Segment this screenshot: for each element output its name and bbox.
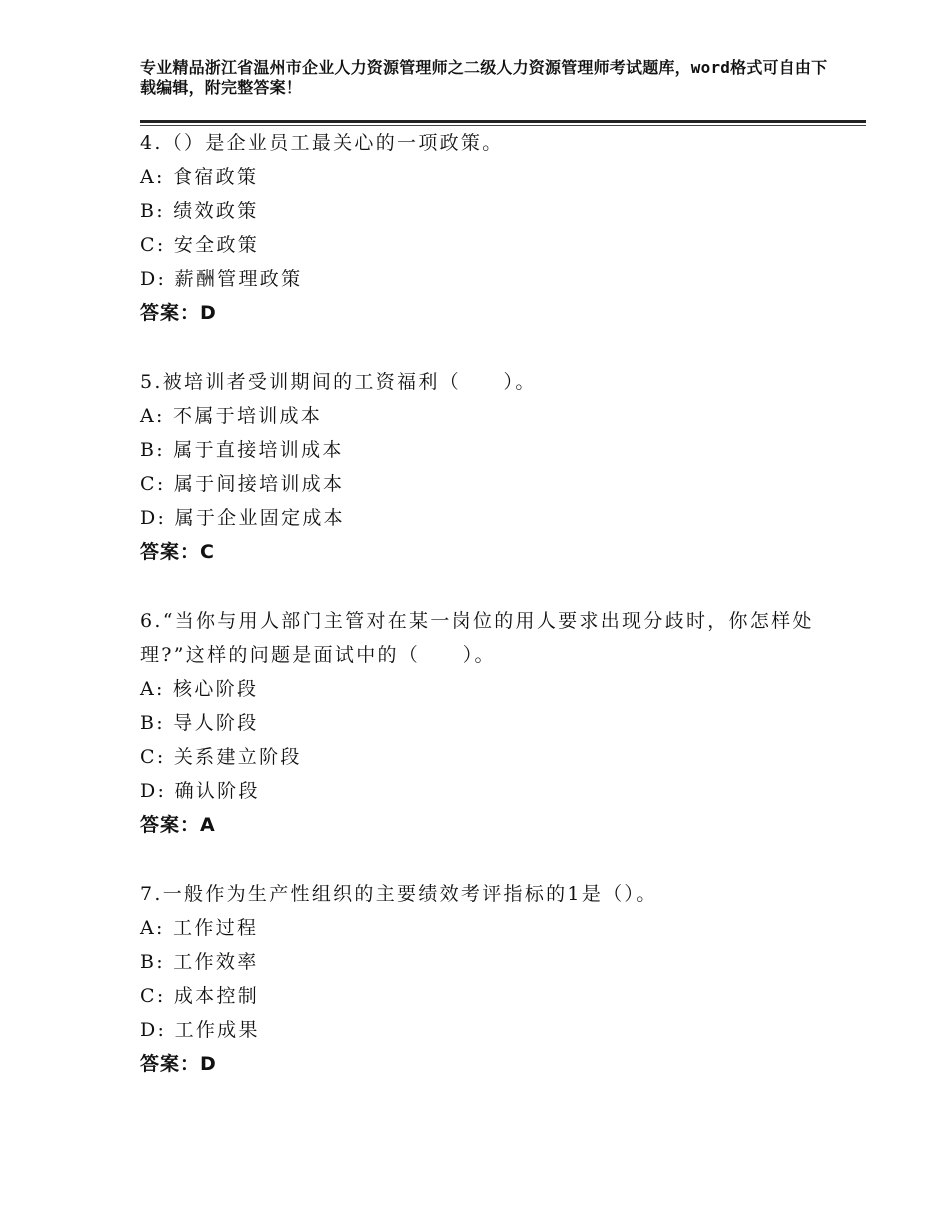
option-d: D: 确认阶段 [140, 780, 260, 802]
question-text: 6.“当你与用人部门主管对在某一岗位的用人要求出现分歧时，你怎样处理?”这样的问题是面试中的（ ）。 [140, 610, 814, 666]
option-d: D: 工作成果 [140, 1019, 260, 1041]
option-a: A: 工作过程 [140, 917, 259, 939]
header-divider-thick [140, 120, 866, 123]
option-c: C: 关系建立阶段 [140, 746, 302, 768]
option-a: A: 食宿政策 [140, 166, 259, 188]
option-c: C: 属于间接培训成本 [140, 473, 345, 495]
question-4 [140, 126, 830, 330]
question-5 [140, 365, 830, 569]
question-7 [140, 877, 830, 1081]
answer-label: 答案：C [140, 541, 215, 563]
option-b: B: 绩效政策 [140, 200, 259, 222]
question-text: 4.（）是企业员工最关心的一项政策。 [140, 132, 504, 154]
answer-label: 答案：A [140, 814, 216, 836]
answer-label: 答案：D [140, 1053, 217, 1075]
option-a: A: 核心阶段 [140, 678, 259, 700]
option-c: C: 安全政策 [140, 234, 260, 256]
answer-label: 答案：D [140, 302, 217, 324]
option-a: A: 不属于培训成本 [140, 405, 323, 427]
option-d: D: 属于企业固定成本 [140, 507, 345, 529]
option-b: B: 工作效率 [140, 951, 259, 973]
question-text: 7.一般作为生产性组织的主要绩效考评指标的1是（）。 [140, 883, 658, 905]
document-header-title: 专业精品浙江省温州市企业人力资源管理师之二级人力资源管理师考试题库，word格式可自由下载编辑，附完整答案！ [140, 58, 828, 97]
option-d: D: 薪酬管理政策 [140, 268, 303, 290]
option-b: B: 导人阶段 [140, 712, 259, 734]
option-b: B: 属于直接培训成本 [140, 439, 344, 461]
question-6 [140, 604, 830, 842]
option-c: C: 成本控制 [140, 985, 260, 1007]
question-text: 5.被培训者受训期间的工资福利（ ）。 [140, 371, 537, 393]
